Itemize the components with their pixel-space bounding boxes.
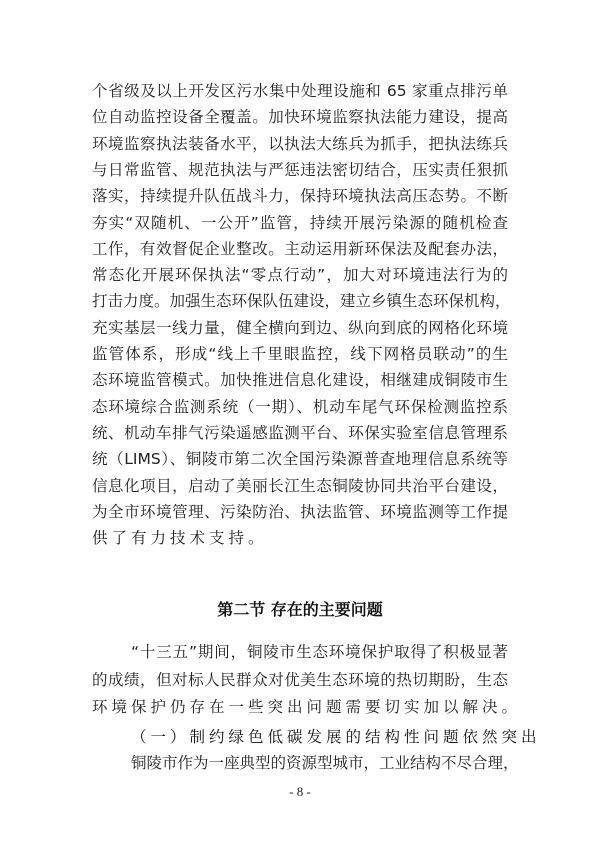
subsection-heading: （一）制约绿色低碳发展的结构性问题依然突出 xyxy=(131,728,541,746)
text-line: 供了有力技术支持。 xyxy=(92,529,268,548)
text-line: 铜陵市作为一座典型的资源型城市，工业结构不尽合理， xyxy=(131,754,519,772)
section-heading: 第二节 存在的主要问题 xyxy=(217,600,383,619)
text-line: 夯实“双随机、一公开”监管，持续开展污染源的随机检查 xyxy=(92,213,508,232)
text-line: 充实基层一线力量，健全横向到边、纵向到底的网格化环境 xyxy=(92,318,508,337)
text-line: 位自动监控设备全覆盖。加快环境监察执法能力建设，提高 xyxy=(92,108,508,127)
text-line: 统、机动车排气污染遥感监测平台、环保实验室信息管理系 xyxy=(92,423,508,442)
text-line: 的成绩，但对标人民群众对优美生态环境的热切期盼，生态 xyxy=(92,670,508,689)
text-line: 落实，持续提升队伍战斗力，保持环境执法高压态势。不断 xyxy=(92,187,508,206)
page-number: - 8 - xyxy=(289,784,311,799)
text-line: 为全市环境管理、污染防治、执法监管、环境监测等工作提 xyxy=(92,502,508,521)
text-line: “十三五”期间，铜陵市生态环境保护取得了积极显著 xyxy=(131,643,508,661)
text-line: 常态化开展环保执法“零点行动”，加大对环境违法行为的 xyxy=(92,266,508,285)
text-line: 环境监察执法装备水平，以执法大练兵为抓手，把执法练兵 xyxy=(92,134,508,153)
text-line: 监管体系，形成“线上千里眼监控，线下网格员联动”的生 xyxy=(92,345,508,363)
text-line: 信息化项目，启动了美丽长江生态铜陵协同共治平台建设， xyxy=(92,476,508,495)
text-line: 态环境监管模式。加快推进信息化建设，相继建成铜陵市生 xyxy=(92,371,508,390)
text-line: 环境保护仍存在一些突出问题需要切实加以解决。 xyxy=(92,698,522,716)
text-line: 工作，有效督促企业整改。主动运用新环保法及配套办法， xyxy=(92,239,508,258)
text-line: 个省级及以上开发区污水集中处理设施和 65 家重点排污单 xyxy=(92,82,508,100)
text-line: 态环境综合监测系统（一期）、机动车尾气环保检测监控系 xyxy=(92,397,508,416)
text-line: 打击力度。加强生态环保队伍建设，建立乡镇生态环保机构， xyxy=(92,292,511,311)
text-line: 统（LIMS）、铜陵市第二次全国污染源普查地理信息系统等 xyxy=(92,450,508,469)
text-line: 与日常监管、规范执法与严惩违法密切结合，压实责任狠抓 xyxy=(92,160,508,179)
